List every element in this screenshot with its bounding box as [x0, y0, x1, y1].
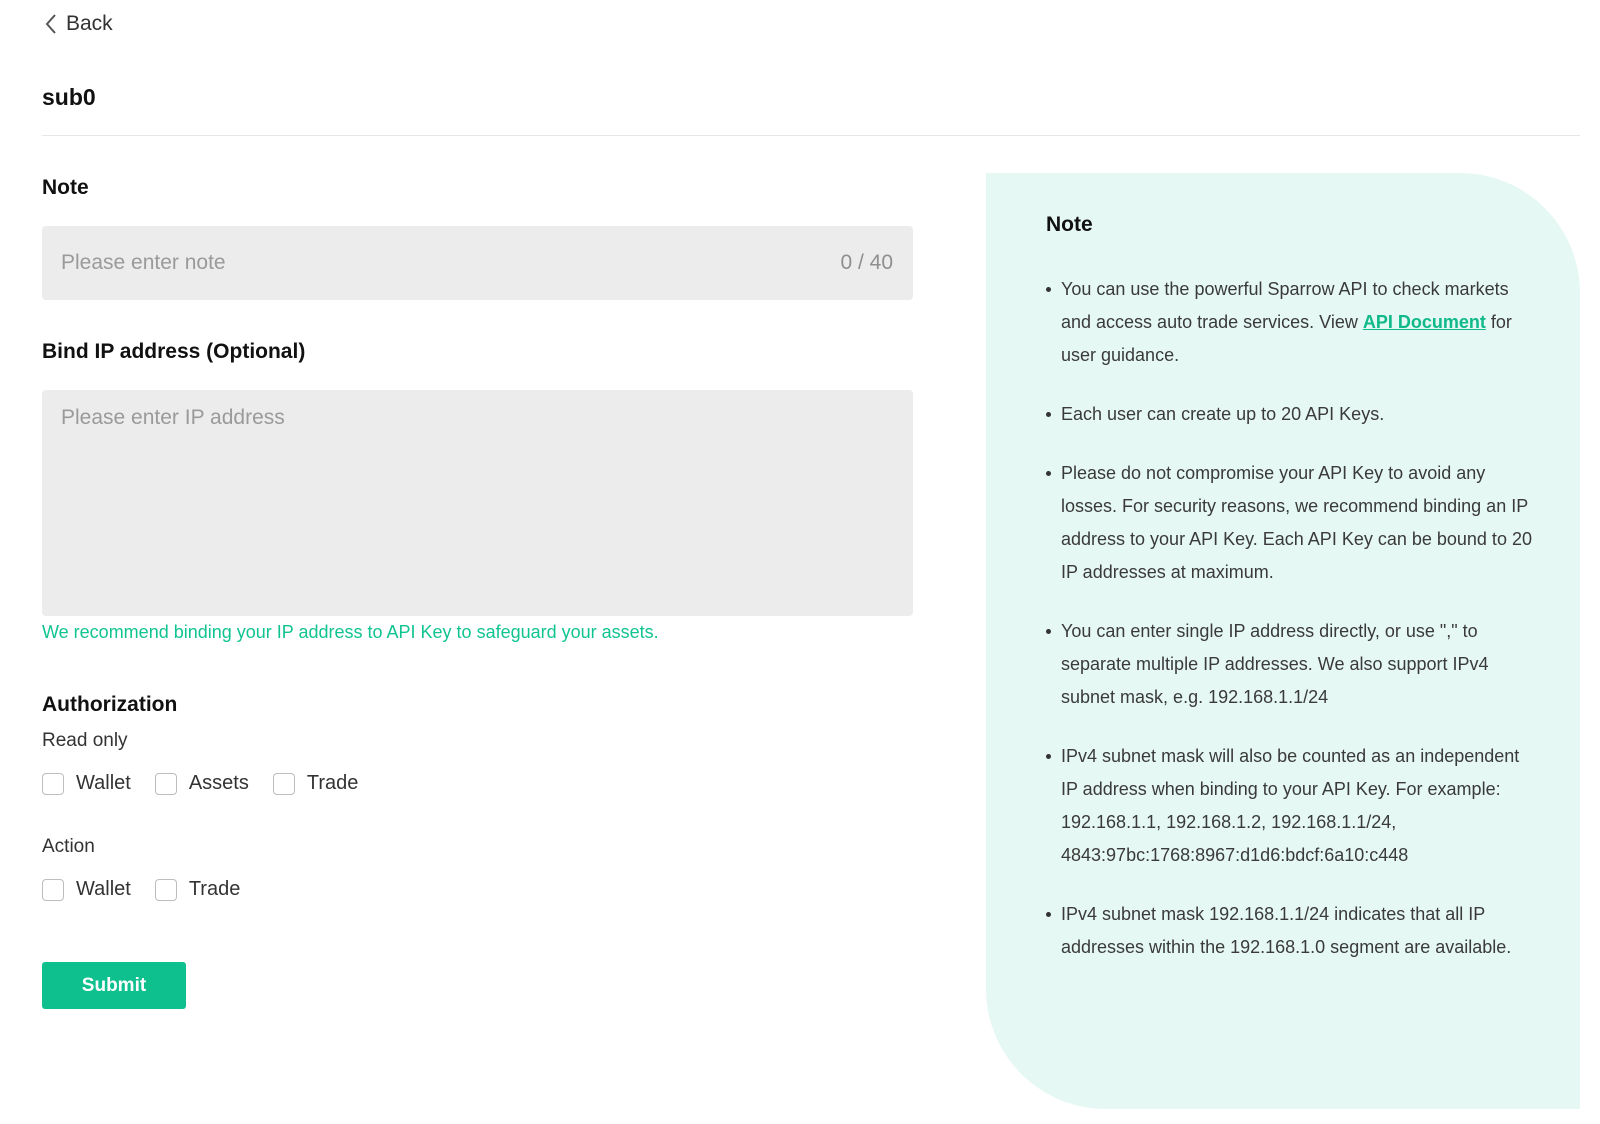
list-item — [1046, 898, 1536, 964]
note-list — [1046, 273, 1536, 990]
list-item — [1046, 740, 1536, 872]
list-item — [1046, 615, 1536, 714]
back-button[interactable] — [44, 10, 113, 38]
list-item — [1046, 398, 1536, 431]
checkbox-box[interactable] — [42, 879, 64, 901]
panel-title: Note — [1046, 213, 1093, 236]
checkbox-label: Wallet — [76, 772, 131, 794]
checkbox-label: Assets — [188, 772, 249, 794]
list-item — [1046, 273, 1536, 372]
action-trade-checkbox[interactable] — [155, 878, 241, 901]
authorization-label: Authorization — [42, 693, 178, 716]
bullet-text: Please do not compromise your API Key to avoid any losses. For security reasons, we recommend binding an IP address to your API Key. Each API Key can be bound to 20 IP addresses at maximum. — [1061, 463, 1532, 582]
ip-address-textarea[interactable] — [42, 390, 913, 616]
checkbox-box[interactable] — [155, 879, 177, 901]
chevron-left-icon — [44, 13, 58, 35]
checkbox-label: Wallet — [76, 878, 131, 900]
ip-hint: We recommend binding your IP address to API Key to safeguard your assets. — [42, 622, 659, 642]
divider — [42, 135, 1580, 136]
read-only-label: Read only — [42, 730, 128, 751]
note-char-counter: 0 / 40 — [840, 251, 893, 274]
read-only-options — [42, 772, 358, 795]
action-options — [42, 878, 240, 901]
action-label: Action — [42, 836, 95, 857]
ip-label: Bind IP address (Optional) — [42, 340, 306, 363]
read-only-assets-checkbox[interactable] — [155, 772, 249, 795]
note-input[interactable] — [42, 226, 840, 300]
read-only-trade-checkbox[interactable] — [273, 772, 359, 795]
checkbox-label: Trade — [188, 878, 241, 900]
submit-button[interactable]: Submit — [42, 962, 186, 1009]
bullet-text: You can enter single IP address directly, or use "," to separate multiple IP addresses. We also support IPv4 subnet mask, e.g. 192.168.1.1/24 — [1061, 621, 1489, 707]
action-wallet-checkbox[interactable] — [42, 878, 131, 901]
checkbox-box[interactable] — [155, 773, 177, 795]
bullet-text: You can use the powerful Sparrow API to check markets and access auto trade services. View — [1061, 279, 1509, 332]
checkbox-label: Trade — [306, 772, 359, 794]
checkbox-box[interactable] — [273, 773, 295, 795]
note-panel — [986, 173, 1580, 1109]
bullet-text: Each user can create up to 20 API Keys. — [1061, 404, 1385, 424]
list-item — [1046, 457, 1536, 589]
checkbox-box[interactable] — [42, 773, 64, 795]
back-label: Back — [66, 12, 113, 35]
read-only-wallet-checkbox[interactable] — [42, 772, 131, 795]
note-label: Note — [42, 176, 89, 199]
note-field — [42, 226, 913, 300]
page-title: sub0 — [42, 84, 96, 110]
bullet-text: for user guidance. — [1061, 312, 1512, 365]
bullet-text: IPv4 subnet mask 192.168.1.1/24 indicates that all IP addresses within the 192.168.1.0 segment are available. — [1061, 904, 1512, 957]
api-document-link[interactable]: API Document — [1362, 312, 1486, 332]
bullet-text: IPv4 subnet mask will also be counted as an independent IP address when binding to your API Key. For example: 192.168.1.1, 192.168.1.2, 192.168.1.1/24, 4843:97bc:1768:8967:d1d6:bdcf:6a10:c448 — [1061, 746, 1520, 865]
